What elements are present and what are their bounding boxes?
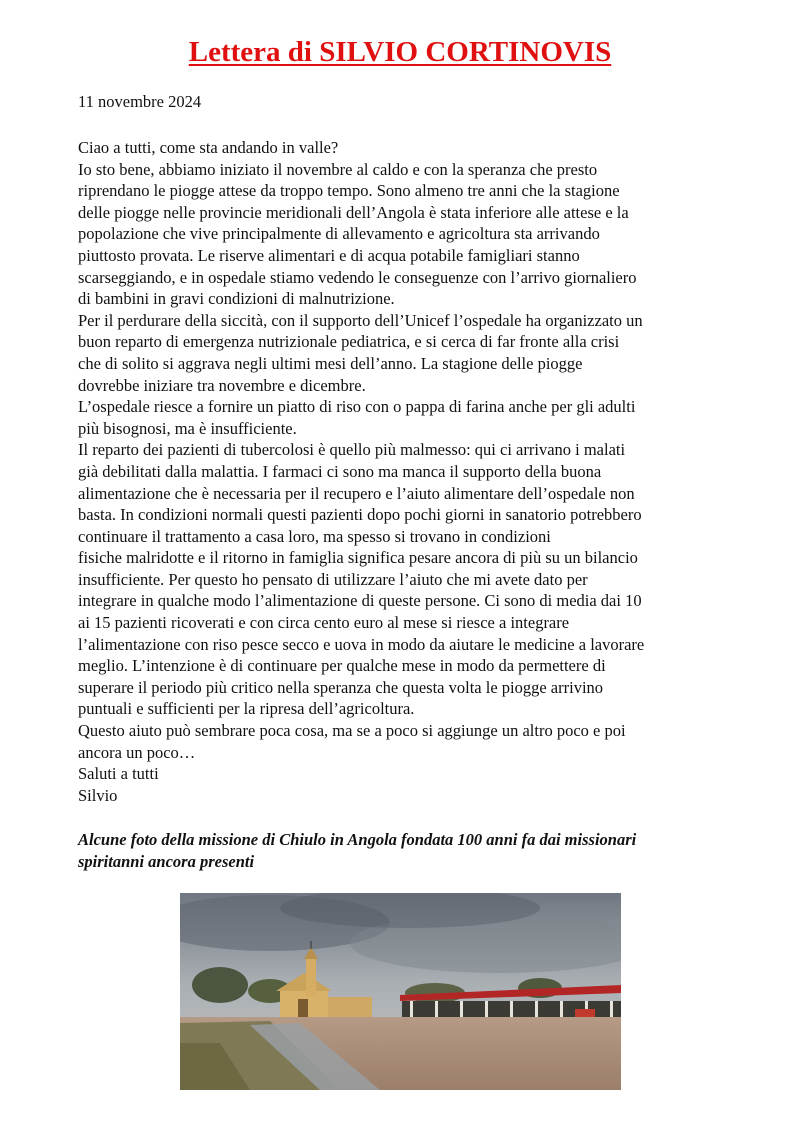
body-line: di bambini in gravi condizioni di malnutrizione. — [78, 289, 395, 309]
body-line: basta. In condizioni normali questi pazienti dopo pochi giorni in sanatorio potrebbero — [78, 505, 642, 525]
body-line: l’alimentazione con riso pesce secco e uova in modo da aiutare le medicine a lavorare — [78, 634, 645, 654]
letter-title: Lettera di SILVIO CORTINOVIS — [188, 36, 612, 68]
body-line: piuttosto provata. Le riserve alimentari e di acqua potabile famigliari stanno — [78, 245, 580, 265]
body-line: Silvio — [78, 785, 118, 805]
letter-body — [78, 137, 730, 806]
body-line: buon reparto di emergenza nutrizionale pediatrica, e si cerca di far fronte alla crisi — [78, 332, 620, 352]
body-line: Ciao a tutti, come sta andando in valle? — [78, 138, 339, 157]
body-line: ancora un poco… — [78, 742, 196, 762]
body-line: più bisognosi, ma è insufficiente. — [78, 418, 297, 438]
body-line: dovrebbe iniziare tra novembre e dicembre. — [78, 375, 366, 395]
body-line: già debilitati dalla malattia. I farmaci ci sono ma manca il supporto della buona — [78, 461, 602, 481]
body-line: fisiche malridotte e il ritorno in famiglia significa pesare ancora di più su un bilancio — [78, 548, 638, 568]
photo-caption — [78, 829, 758, 872]
body-line: che di solito si aggrava negli ultimi mesi dell’anno. La stagione delle piogge — [78, 353, 583, 373]
body-line: superare il periodo più critico nella speranza che questa volta le piogge arrivino — [78, 677, 604, 697]
body-line: ai 15 pazienti ricoverati e con circa cento euro al mese si riesce a integrare — [78, 613, 570, 633]
body-line: meglio. L’intenzione è di continuare per qualche mese in modo da permettere di — [78, 656, 606, 676]
mission-photo — [180, 893, 621, 1090]
body-line: L’ospedale riesce a fornire un piatto di riso con o pappa di farina anche per gli adulti — [78, 397, 636, 417]
body-line: riprendano le piogge attese da troppo tempo. Sono almeno tre anni che la stagione — [78, 181, 620, 201]
caption-line: Alcune foto della missione di Chiulo in Angola fondata 100 anni fa dai missionari — [78, 830, 637, 849]
caption-line: spiritanni ancora presenti — [78, 851, 255, 871]
letter-date: 11 novembre 2024 — [78, 92, 202, 111]
body-line: continuare il trattamento a casa loro, ma spesso si trovano in condizioni — [78, 526, 551, 546]
body-line: alimentazione che è necessaria per il recupero e l’aiuto alimentare dell’ospedale non — [78, 483, 635, 503]
body-line: Saluti a tutti — [78, 764, 159, 784]
body-line: Questo aiuto può sembrare poca cosa, ma se a poco si aggiunge un altro poco e poi — [78, 721, 626, 741]
body-line: integrare in qualche modo l’alimentazione di queste persone. Ci sono di media dai 10 — [78, 591, 642, 611]
body-line: puntuali e sufficienti per la ripresa dell’agricoltura. — [78, 699, 415, 719]
body-line: delle piogge nelle provincie meridionali dell’Angola è stata inferiore alle attese e la — [78, 202, 629, 222]
mission-photo-illustration — [180, 893, 621, 1090]
body-line: Io sto bene, abbiamo iniziato il novembre al caldo e con la speranza che presto — [78, 159, 598, 179]
body-line: Per il perdurare della siccità, con il supporto dell’Unicef l’ospedale ha organizzato un — [78, 310, 643, 330]
body-line: popolazione che vive principalmente di allevamento e agricoltura sta arrivando — [78, 224, 600, 244]
body-line: Il reparto dei pazienti di tubercolosi è quello più malmesso: qui ci arrivano i malati — [78, 440, 626, 460]
body-line: scarseggiando, e in ospedale stiamo vedendo le conseguenze con l’arrivo giornaliero — [78, 267, 637, 287]
body-line: insufficiente. Per questo ho pensato di utilizzare l’aiuto che mi avete dato per — [78, 569, 588, 589]
